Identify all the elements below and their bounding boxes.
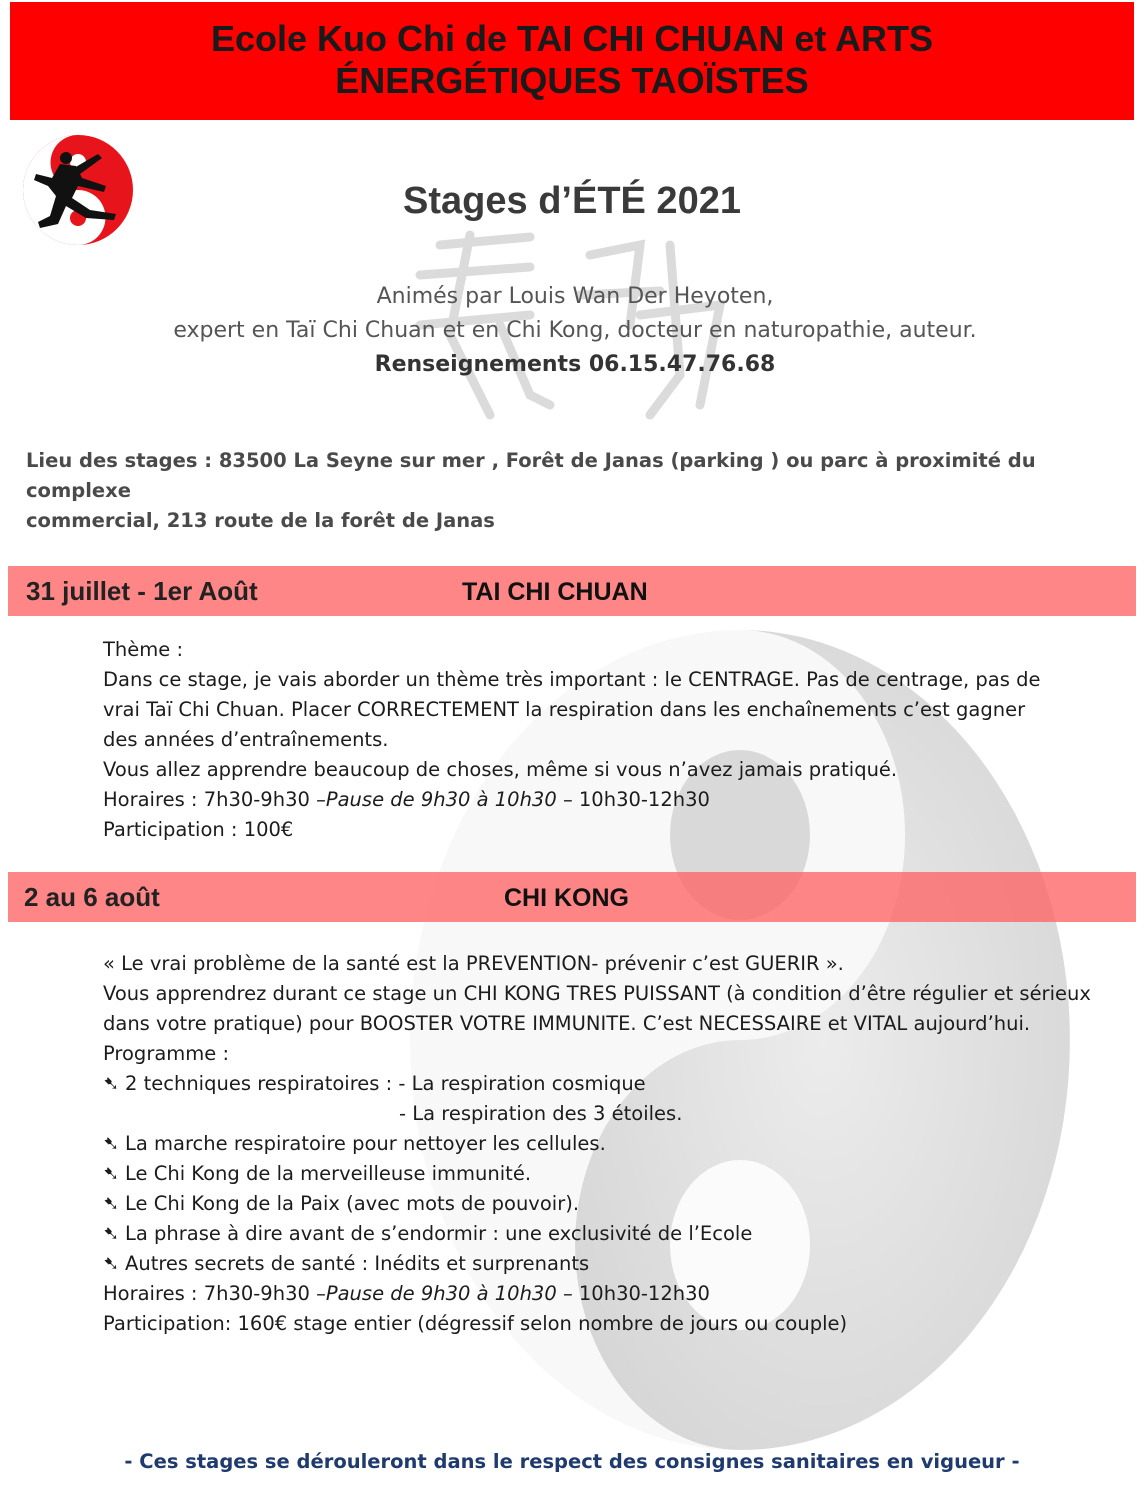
bullet-arrow-icon: ➷ — [103, 1072, 120, 1095]
program-item — [103, 1129, 1113, 1159]
stage1-line: Dans ce stage, je vais aborder un thème très important : le CENTRAGE. Pas de centrage, pas de — [103, 668, 1041, 691]
program-item — [103, 1189, 1113, 1219]
header-banner — [10, 2, 1134, 120]
stage2-band — [8, 872, 1136, 922]
stage2-date: 2 au 6 août — [24, 882, 160, 912]
stage1-schedule — [103, 785, 1113, 815]
schedule-text: Horaires : 7h30-9h30 – — [103, 1282, 326, 1305]
subtitle-line1: Animés par Louis Wan Der Heyoten, — [376, 284, 774, 309]
stage2-line: « Le vrai problème de la santé est la PREVENTION- prévenir c’est GUERIR ». — [103, 952, 844, 975]
stage2-line: dans votre pratique) pour BOOSTER VOTRE IMMUNITE. C’est NECESSAIRE et VITAL aujourd’hui. — [103, 1012, 1031, 1035]
schedule-text: Horaires : 7h30-9h30 – — [103, 788, 326, 811]
bullet-arrow-icon: ➷ — [103, 1192, 120, 1215]
program-item — [103, 1219, 1113, 1249]
footer-note: - Ces stages se dérouleront dans le respect des consignes sanitaires en vigueur - — [124, 1450, 1020, 1473]
program-item-text: Le Chi Kong de la Paix (avec mots de pouvoir). — [125, 1192, 580, 1215]
stage1-description — [103, 635, 1113, 845]
program-item-text: Le Chi Kong de la merveilleuse immunité. — [125, 1162, 532, 1185]
bullet-arrow-icon: ➷ — [103, 1162, 120, 1185]
stage2-price: Participation: 160€ stage entier (dégressif selon nombre de jours ou couple) — [103, 1312, 848, 1335]
stage1-price: Participation : 100€ — [103, 818, 294, 841]
header-title-line1: Ecole Kuo Chi de TAI CHI CHUAN et ARTS — [210, 18, 934, 59]
stage1-line: des années d’entraînements. — [103, 728, 389, 751]
stage2-description — [103, 949, 1113, 1339]
program-subitem: - La respiration des 3 étoiles. — [399, 1102, 683, 1125]
stage2-schedule — [103, 1279, 1113, 1309]
location-info — [26, 446, 1116, 536]
location-line2: commercial, 213 route de la forêt de Janas — [26, 509, 495, 532]
schedule-text: – 10h30-12h30 — [556, 1282, 710, 1305]
stage1-name: TAI CHI CHUAN — [462, 578, 648, 606]
stage1-line: Vous allez apprendre beaucoup de choses, même si vous n’avez jamais pratiqué. — [103, 758, 898, 781]
program-item — [103, 1159, 1113, 1189]
program-item — [103, 1069, 1113, 1099]
contact-phone: Renseignements 06.15.47.76.68 — [374, 352, 776, 377]
page-title: Stages d’ÉTÉ 2021 — [403, 180, 741, 222]
stage1-band — [8, 566, 1136, 616]
location-line1: Lieu des stages : 83500 La Seyne sur mer , Forêt de Janas (parking ) ou parc à proximité du complexe — [26, 449, 1036, 502]
stage1-line: vrai Taï Chi Chuan. Placer CORRECTEMENT la respiration dans les enchaînements c’est gagner — [103, 698, 1026, 721]
schedule-pause: Pause de 9h30 à 10h30 — [325, 788, 557, 811]
program-item-text: La marche respiratoire pour nettoyer les cellules. — [125, 1132, 606, 1155]
schedule-pause: Pause de 9h30 à 10h30 — [325, 1282, 557, 1305]
bullet-arrow-icon: ➷ — [103, 1132, 120, 1155]
schedule-text: – 10h30-12h30 — [556, 788, 710, 811]
stage1-line: Thème : — [103, 638, 184, 661]
stage2-line: Programme : — [103, 1042, 230, 1065]
header-title-line2: ÉNERGÉTIQUES TAOÏSTES — [335, 60, 809, 101]
subtitle-line2: expert en Taï Chi Chuan et en Chi Kong, docteur en naturopathie, auteur. — [173, 318, 977, 343]
program-item-text: La phrase à dire avant de s’endormir : une exclusivité de l’Ecole — [125, 1222, 753, 1245]
stage2-line: Vous apprendrez durant ce stage un CHI KONG TRES PUISSANT (à condition d’être régulier et sérieux — [103, 982, 1091, 1005]
program-item-text: Autres secrets de santé : Inédits et surprenants — [125, 1252, 590, 1275]
stage2-name: CHI KONG — [504, 884, 629, 912]
program-item — [103, 1249, 1113, 1279]
bullet-arrow-icon: ➷ — [103, 1252, 120, 1275]
stage1-date: 31 juillet - 1er Août — [26, 576, 258, 606]
program-item-text: 2 techniques respiratoires : - La respiration cosmique — [125, 1072, 646, 1095]
bullet-arrow-icon: ➷ — [103, 1222, 120, 1245]
